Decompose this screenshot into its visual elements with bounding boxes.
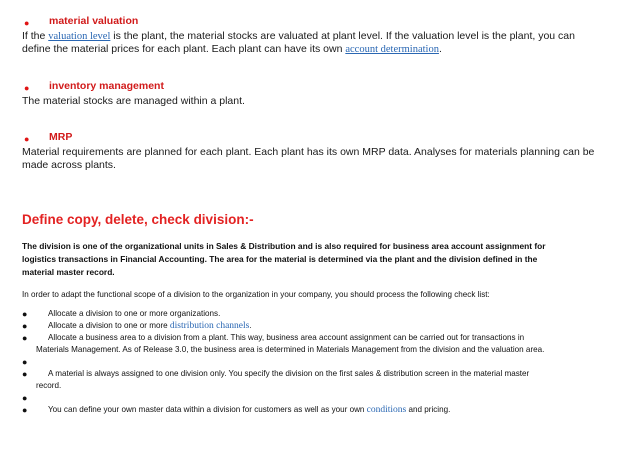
checklist-item: Allocate a business area to a division from a plant. This way, business area account assignment can be carried out for transactions in: [48, 333, 525, 342]
bullet-icon: ●: [22, 369, 28, 379]
page-heading: Define copy, delete, check division:-: [22, 212, 254, 227]
paragraph-line: If the valuation level is the plant, the material stocks are valuated at plant level. If the valuation level is the plant, you can: [22, 30, 575, 42]
bullet-icon: ●: [24, 18, 30, 28]
paragraph-line: Material requirements are planned for each plant. Each plant has its own MRP data. Analyses for materials planning can be: [22, 146, 595, 158]
bullet-icon: ●: [22, 333, 28, 343]
distribution-channels-link[interactable]: distribution channels: [169, 321, 250, 331]
checklist-item: Allocate a division to one or more organizations.: [48, 309, 221, 318]
section-title-material-valuation: material valuation: [49, 15, 139, 27]
bullet-icon: ●: [22, 405, 28, 415]
checklist-item: You can define your own master data within a division for customers as well as your own conditions and pricing.: [48, 405, 451, 415]
bullet-icon: ●: [22, 321, 28, 331]
bullet-icon: ●: [24, 83, 30, 93]
bold-paragraph-line: The division is one of the organizational units in Sales & Distribution and is also required for business area account assignment for: [22, 241, 546, 251]
valuation-level-link[interactable]: valuation level: [48, 31, 111, 42]
paragraph-line: The material stocks are managed within a plant.: [22, 95, 245, 107]
bold-paragraph-line: material master record.: [22, 267, 115, 277]
paragraph-line: define the material prices for each plant. Each plant can have its own account determination.: [22, 43, 442, 55]
intro-text: In order to adapt the functional scope of a division to the organization in your company, you should process the following check list:: [22, 290, 490, 299]
checklist-item: A material is always assigned to one division only. You specify the division on the first sales & distribution screen in the material master: [48, 369, 530, 378]
bold-paragraph-line: logistics transactions in Financial Accounting. The area for the material is determined via the plant and the division defined in the: [22, 254, 538, 264]
bullet-icon: ●: [22, 309, 28, 319]
bullet-icon: ●: [22, 357, 28, 367]
conditions-link[interactable]: conditions: [366, 405, 407, 415]
checklist-item-continuation: record.: [36, 381, 62, 390]
section-title-inventory-management: inventory management: [49, 80, 164, 92]
section-title-mrp: MRP: [49, 131, 73, 143]
account-determination-link[interactable]: account determination: [345, 44, 439, 55]
bullet-icon: ●: [24, 134, 30, 144]
bullet-icon: ●: [22, 393, 28, 403]
paragraph-line: made across plants.: [22, 159, 116, 171]
checklist-item: Allocate a division to one or more distribution channels.: [48, 321, 252, 331]
checklist-item-continuation: Materials Management. As of Release 3.0, the business area is determined in Materials Management from the division and the valuation area.: [36, 345, 545, 354]
